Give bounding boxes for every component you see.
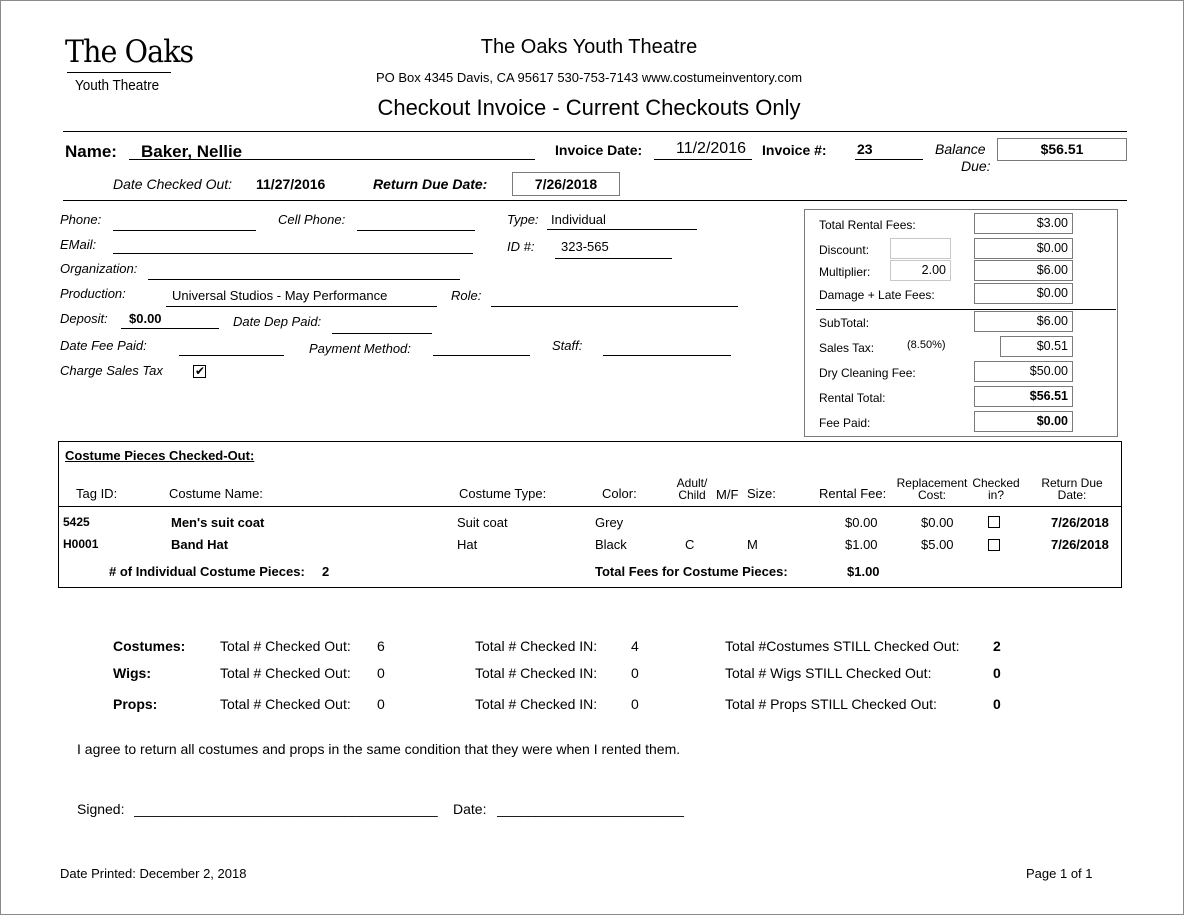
date-line: ________________________ [497, 801, 684, 817]
org-address: PO Box 4345 Davis, CA 95617 530-753-7143 www.costumeinventory.com [375, 70, 803, 85]
row-replacement-cost: $5.00 [921, 537, 954, 552]
summary-in-label: Total # Checked IN: [475, 696, 598, 712]
row-replacement-cost: $0.00 [921, 515, 954, 530]
subtotal-label: SubTotal: [819, 316, 870, 330]
row-checked-in-checkbox[interactable] [988, 539, 1000, 551]
col-rental-fee: Rental Fee: [819, 486, 887, 501]
piece-count-label: # of Individual Costume Pieces: [109, 564, 305, 579]
deposit-value: $0.00 [129, 311, 162, 326]
col-replacement-cost [891, 477, 973, 501]
col-checked-line1: Checked [972, 476, 1020, 490]
date-dep-paid-label: Date Dep Paid: [233, 314, 322, 329]
charge-sales-tax-checkbox[interactable] [193, 365, 206, 378]
summary-out-value: 0 [377, 665, 385, 681]
summary-out-label: Total # Checked Out: [220, 696, 351, 712]
check-mark-icon: ✔ [195, 364, 206, 378]
row-adult-child: C [685, 537, 695, 552]
col-checked-in [967, 477, 1025, 501]
col-return-line2: Date: [1057, 488, 1087, 502]
row-name: Men's suit coat [171, 515, 265, 530]
invoice-number-label: Invoice #: [762, 142, 827, 158]
return-due-value [512, 172, 620, 196]
summary-out-value: 0 [377, 696, 385, 712]
invoice-date-label: Invoice Date: [555, 142, 643, 158]
rental-total-value: $56.51 [974, 386, 1073, 407]
payment-method-field [433, 355, 530, 356]
summary-in-value: 0 [631, 696, 639, 712]
summary-out-label: Total # Checked Out: [220, 638, 351, 654]
cell-phone-field [357, 230, 475, 231]
summary-in-value: 0 [631, 665, 639, 681]
subtotal-value: $6.00 [974, 311, 1073, 332]
multiplier-label: Multiplier: [819, 265, 871, 279]
id-field [555, 258, 672, 259]
col-replacement-line2: Cost: [917, 488, 946, 502]
email-field [113, 253, 473, 254]
balance-label: Balance [935, 141, 986, 157]
row-size: M [747, 537, 758, 552]
header-rule-top [63, 131, 1127, 132]
summary-label: Costumes: [113, 638, 186, 654]
total-fees-value: $1.00 [847, 564, 880, 579]
date-fee-paid-label: Date Fee Paid: [60, 338, 147, 353]
discount-value: $0.00 [974, 238, 1073, 259]
type-field [547, 229, 697, 230]
staff-label: Staff: [552, 338, 583, 353]
col-adult-line1: Adult/ [676, 476, 708, 490]
row-return-due: 7/26/2018 [1051, 515, 1109, 530]
row-tag: 5425 [63, 515, 90, 529]
page-number: Page 1 of 1 [1026, 866, 1093, 881]
type-value: Individual [551, 212, 606, 227]
row-rental-fee: $1.00 [845, 537, 878, 552]
summary-out-value: 6 [377, 638, 385, 654]
rental-total-label: Rental Total: [819, 391, 886, 405]
dry-cleaning-fee-label: Dry Cleaning Fee: [819, 366, 916, 380]
row-checked-in-checkbox[interactable] [988, 516, 1000, 528]
summary-still-label: Total # Wigs STILL Checked Out: [725, 665, 932, 681]
logo-title: The Oaks [65, 34, 194, 70]
invoice-date: 11/2/2016 [676, 140, 746, 157]
sales-tax-value: $0.51 [1000, 336, 1073, 357]
invoice-number: 23 [857, 141, 873, 157]
summary-out-label: Total # Checked Out: [220, 665, 351, 681]
phone-label: Phone: [60, 212, 102, 227]
summary-still-value: 0 [993, 665, 1001, 681]
date-checked-out: 11/27/2016 [256, 176, 326, 192]
row-type: Hat [457, 537, 478, 552]
col-costume-type: Costume Type: [459, 486, 547, 501]
deposit-label: Deposit: [60, 311, 108, 326]
col-mf: M/F [716, 487, 739, 502]
summary-label: Props: [113, 696, 158, 712]
discount-label: Discount: [819, 243, 870, 257]
table-header-rule [59, 506, 1121, 507]
summary-label: Wigs: [113, 665, 151, 681]
sales-tax-label: Sales Tax: [819, 341, 875, 355]
id-label: ID #: [507, 239, 535, 254]
row-color: Grey [595, 515, 624, 530]
balance-due-text: $56.51 [1040, 141, 1084, 157]
logo-subtitle: Youth Theatre [75, 77, 160, 94]
sales-tax-rate: (8.50%) [907, 339, 946, 351]
agreement-text: I agree to return all costumes and props in the same condition that they were when I rented them. [77, 741, 681, 757]
col-tag-id: Tag ID: [76, 486, 118, 501]
summary-still-label: Total # Props STILL Checked Out: [725, 696, 937, 712]
fees-divider [816, 309, 1116, 310]
discount-input [890, 238, 951, 259]
col-adult-child [669, 477, 715, 501]
signature-line: _______________________________________ [134, 801, 438, 817]
dry-cleaning-fee-value: $50.00 [974, 361, 1073, 382]
damage-late-fees-value: $0.00 [974, 283, 1073, 304]
row-tag: H0001 [63, 537, 99, 551]
date-dep-paid-field [332, 333, 432, 334]
signed-label: Signed: [77, 801, 125, 817]
payment-method-label: Payment Method: [309, 341, 411, 356]
email-label: EMail: [60, 237, 97, 252]
col-size: Size: [747, 486, 776, 501]
col-adult-line2: Child [678, 488, 706, 502]
production-field [166, 306, 437, 307]
name-label: Name: [65, 142, 117, 161]
multiplier-value: $6.00 [974, 260, 1073, 281]
header-rule-bottom [63, 200, 1127, 201]
piece-count: 2 [322, 564, 330, 579]
invoice-date-underline [654, 159, 752, 160]
production-label: Production: [60, 286, 126, 301]
row-type: Suit coat [457, 515, 508, 530]
balance-label-due: Due: [961, 158, 991, 174]
summary-in-value: 4 [631, 638, 639, 654]
return-due-label: Return Due Date: [373, 176, 488, 192]
phone-field [113, 230, 256, 231]
row-return-due: 7/26/2018 [1051, 537, 1109, 552]
summary-in-label: Total # Checked IN: [475, 638, 598, 654]
col-return-line1: Return Due [1041, 476, 1103, 490]
page-title: Checkout Invoice - Current Checkouts Only [377, 95, 801, 120]
total-rental-fees-label: Total Rental Fees: [819, 218, 916, 232]
summary-still-label: Total #Costumes STILL Checked Out: [725, 638, 960, 654]
damage-late-fees-label: Damage + Late Fees: [819, 288, 935, 302]
date-label: Date: [453, 801, 487, 817]
fee-paid-label: Fee Paid: [819, 416, 871, 430]
total-fees-label: Total Fees for Costume Pieces: [595, 564, 788, 579]
organization-label: Organization: [60, 261, 138, 276]
summary-in-label: Total # Checked IN: [475, 665, 598, 681]
fee-paid-value: $0.00 [974, 411, 1073, 432]
role-label: Role: [451, 288, 482, 303]
org-name: The Oaks Youth Theatre [480, 36, 698, 58]
col-replacement-line1: Replacement [896, 476, 968, 490]
id-value: 323-565 [561, 239, 609, 254]
charge-sales-tax-label: Charge Sales Tax [60, 363, 163, 378]
col-color: Color: [602, 486, 637, 501]
organization-field [148, 279, 460, 280]
row-color: Black [595, 537, 627, 552]
col-checked-line2: in? [987, 488, 1004, 502]
summary-still-value: 2 [993, 638, 1001, 654]
costume-pieces-title: Costume Pieces Checked-Out: [65, 448, 255, 463]
balance-due-value [997, 138, 1127, 161]
col-return-due [1031, 477, 1113, 501]
col-costume-name: Costume Name: [169, 486, 263, 501]
invoice-number-underline [855, 159, 923, 160]
cell-phone-label: Cell Phone: [278, 212, 346, 227]
row-name: Band Hat [171, 537, 229, 552]
total-rental-fees-value: $3.00 [974, 213, 1073, 234]
deposit-field [121, 328, 219, 329]
role-field [491, 306, 738, 307]
name-underline [129, 159, 535, 160]
date-fee-paid-field [179, 355, 284, 356]
summary-still-value: 0 [993, 696, 1001, 712]
multiplier-input: 2.00 [890, 260, 951, 281]
production-value: Universal Studios - May Performance [172, 288, 388, 303]
staff-field [603, 355, 731, 356]
return-due-text: 7/26/2018 [534, 176, 598, 192]
date-printed: Date Printed: December 2, 2018 [60, 866, 247, 881]
type-label: Type: [507, 212, 539, 227]
row-rental-fee: $0.00 [845, 515, 878, 530]
customer-name: Baker, Nellie [141, 142, 243, 161]
date-checked-out-label: Date Checked Out: [113, 176, 233, 192]
